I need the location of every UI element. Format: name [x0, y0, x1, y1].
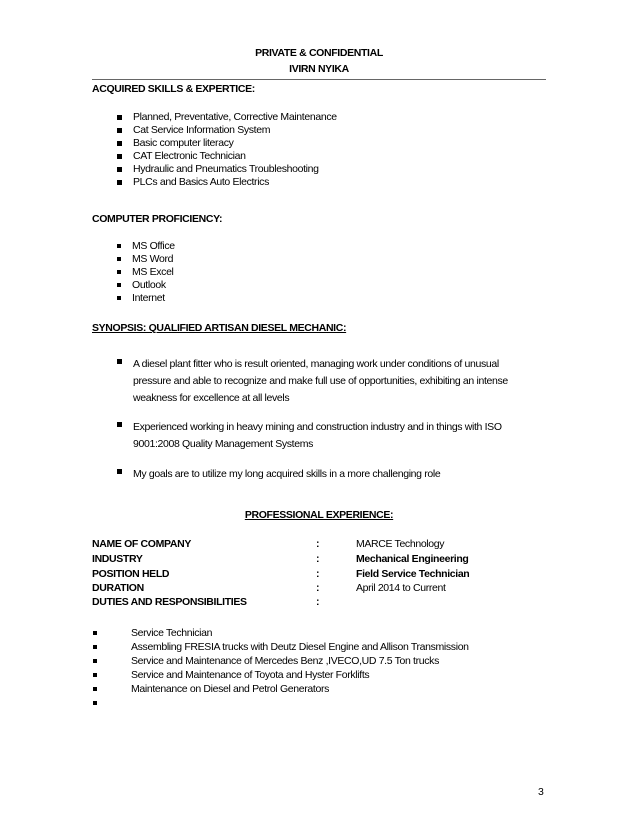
- skill-item: [133, 137, 337, 150]
- experience-field-row: [92, 596, 562, 610]
- skill-item-text: Basic computer literacy: [133, 137, 234, 149]
- computer-list: [132, 240, 175, 305]
- synopsis-item: [133, 466, 528, 483]
- bullet-icon: [117, 283, 121, 287]
- computer-skill-item: [132, 292, 175, 305]
- skill-item: [133, 124, 337, 137]
- skill-item: [133, 111, 337, 124]
- synopsis-list: [133, 356, 528, 483]
- bullet-icon: [117, 422, 122, 427]
- duty-item: [131, 655, 469, 669]
- bullet-icon: [117, 469, 122, 474]
- synopsis-heading: SYNOPSIS: QUALIFIED ARTISAN DIESEL MECHANIC:: [92, 322, 347, 334]
- duty-item: [131, 641, 469, 655]
- field-label: NAME OF COMPANY: [92, 538, 191, 550]
- skills-list: [133, 111, 337, 189]
- experience-field-row: [92, 568, 562, 582]
- computer-skill-item-text: Internet: [132, 292, 165, 304]
- bullet-icon: [117, 359, 122, 364]
- synopsis-item-text: My goals are to utilize my long acquired skills in a more challenging role: [133, 468, 441, 480]
- synopsis-item: [133, 356, 528, 407]
- field-separator: :: [316, 553, 320, 565]
- header-divider: [92, 79, 546, 80]
- skills-heading: ACQUIRED SKILLS & EXPERTICE:: [92, 83, 255, 95]
- field-label: DURATION: [92, 582, 144, 594]
- field-value: MARCE Technology: [356, 538, 445, 550]
- experience-field-row: [92, 538, 562, 552]
- duty-item: [131, 697, 469, 711]
- duty-item-text: Service and Maintenance of Mercedes Benz ,IVECO,UD 7.5 Ton trucks: [131, 655, 439, 667]
- experience-field-row: [92, 582, 562, 596]
- synopsis-item-text: Experienced working in heavy mining and construction industry and in things with ISO 9001:2008 Quality Management Systems: [133, 421, 502, 450]
- computer-skill-item-text: MS Excel: [132, 266, 174, 278]
- field-separator: :: [316, 582, 320, 594]
- bullet-icon: [93, 645, 97, 649]
- synopsis-item-text: A diesel plant fitter who is result oriented, managing work under conditions of unusual pressure and able to recognize and make full use of opportunities, exhibiting an intense weakness for excellence at all levels: [133, 358, 508, 404]
- field-value: Mechanical Engineering: [356, 553, 469, 565]
- skill-item-text: Cat Service Information System: [133, 124, 271, 136]
- field-label: DUTIES AND RESPONSIBILITIES: [92, 596, 247, 608]
- bullet-icon: [93, 673, 97, 677]
- field-label: POSITION HELD: [92, 568, 170, 580]
- skill-item-text: Hydraulic and Pneumatics Troubleshooting: [133, 163, 319, 175]
- duties-list: [131, 627, 469, 711]
- bullet-icon: [117, 180, 122, 185]
- experience-heading: PROFESSIONAL EXPERIENCE:: [244, 509, 394, 521]
- computer-skill-item-text: MS Word: [132, 253, 174, 265]
- duty-item-text: Service Technician: [131, 627, 213, 639]
- bullet-icon: [93, 631, 97, 635]
- field-separator: :: [316, 568, 320, 580]
- computer-skill-item: [132, 279, 175, 292]
- duty-item: [131, 669, 469, 683]
- skill-item: [133, 163, 337, 176]
- document-author-name: IVIRN NYIKA: [289, 63, 349, 75]
- duty-item-text: Assembling FRESIA trucks with Deutz Diesel Engine and Allison Transmission: [131, 641, 469, 653]
- duty-item-text: Maintenance on Diesel and Petrol Generators: [131, 683, 329, 695]
- bullet-icon: [117, 141, 122, 146]
- duty-item: [131, 683, 469, 697]
- field-value: April 2014 to Current: [356, 582, 446, 594]
- computer-skill-item: [132, 240, 175, 253]
- bullet-icon: [117, 167, 122, 172]
- field-label: INDUSTRY: [92, 553, 143, 565]
- bullet-icon: [93, 687, 97, 691]
- bullet-icon: [93, 659, 97, 663]
- skill-item-text: CAT Electronic Technician: [133, 150, 246, 162]
- skill-item-text: PLCs and Basics Auto Electrics: [133, 176, 269, 188]
- skill-item: [133, 176, 337, 189]
- skill-item: [133, 150, 337, 163]
- computer-skill-item: [132, 266, 175, 279]
- duty-item: [131, 627, 469, 641]
- computer-skill-item-text: Outlook: [132, 279, 166, 291]
- bullet-icon: [93, 701, 97, 705]
- bullet-icon: [117, 296, 121, 300]
- computer-heading: COMPUTER PROFICIENCY:: [92, 213, 223, 225]
- field-separator: :: [316, 538, 320, 550]
- computer-skill-item: [132, 253, 175, 266]
- bullet-icon: [117, 154, 122, 159]
- bullet-icon: [117, 257, 121, 261]
- bullet-icon: [117, 128, 122, 133]
- bullet-icon: [117, 244, 121, 248]
- document-confidential-label: PRIVATE & CONFIDENTIAL: [255, 47, 383, 59]
- computer-skill-item-text: MS Office: [132, 240, 175, 252]
- bullet-icon: [117, 270, 121, 274]
- bullet-icon: [117, 115, 122, 120]
- skill-item-text: Planned, Preventative, Corrective Maintenance: [133, 111, 337, 123]
- synopsis-item: [133, 419, 528, 453]
- field-value: Field Service Technician: [356, 568, 470, 580]
- page-number: 3: [538, 786, 544, 798]
- duty-item-text: Service and Maintenance of Toyota and Hyster Forklifts: [131, 669, 370, 681]
- field-separator: :: [316, 596, 320, 608]
- experience-field-row: [92, 553, 562, 567]
